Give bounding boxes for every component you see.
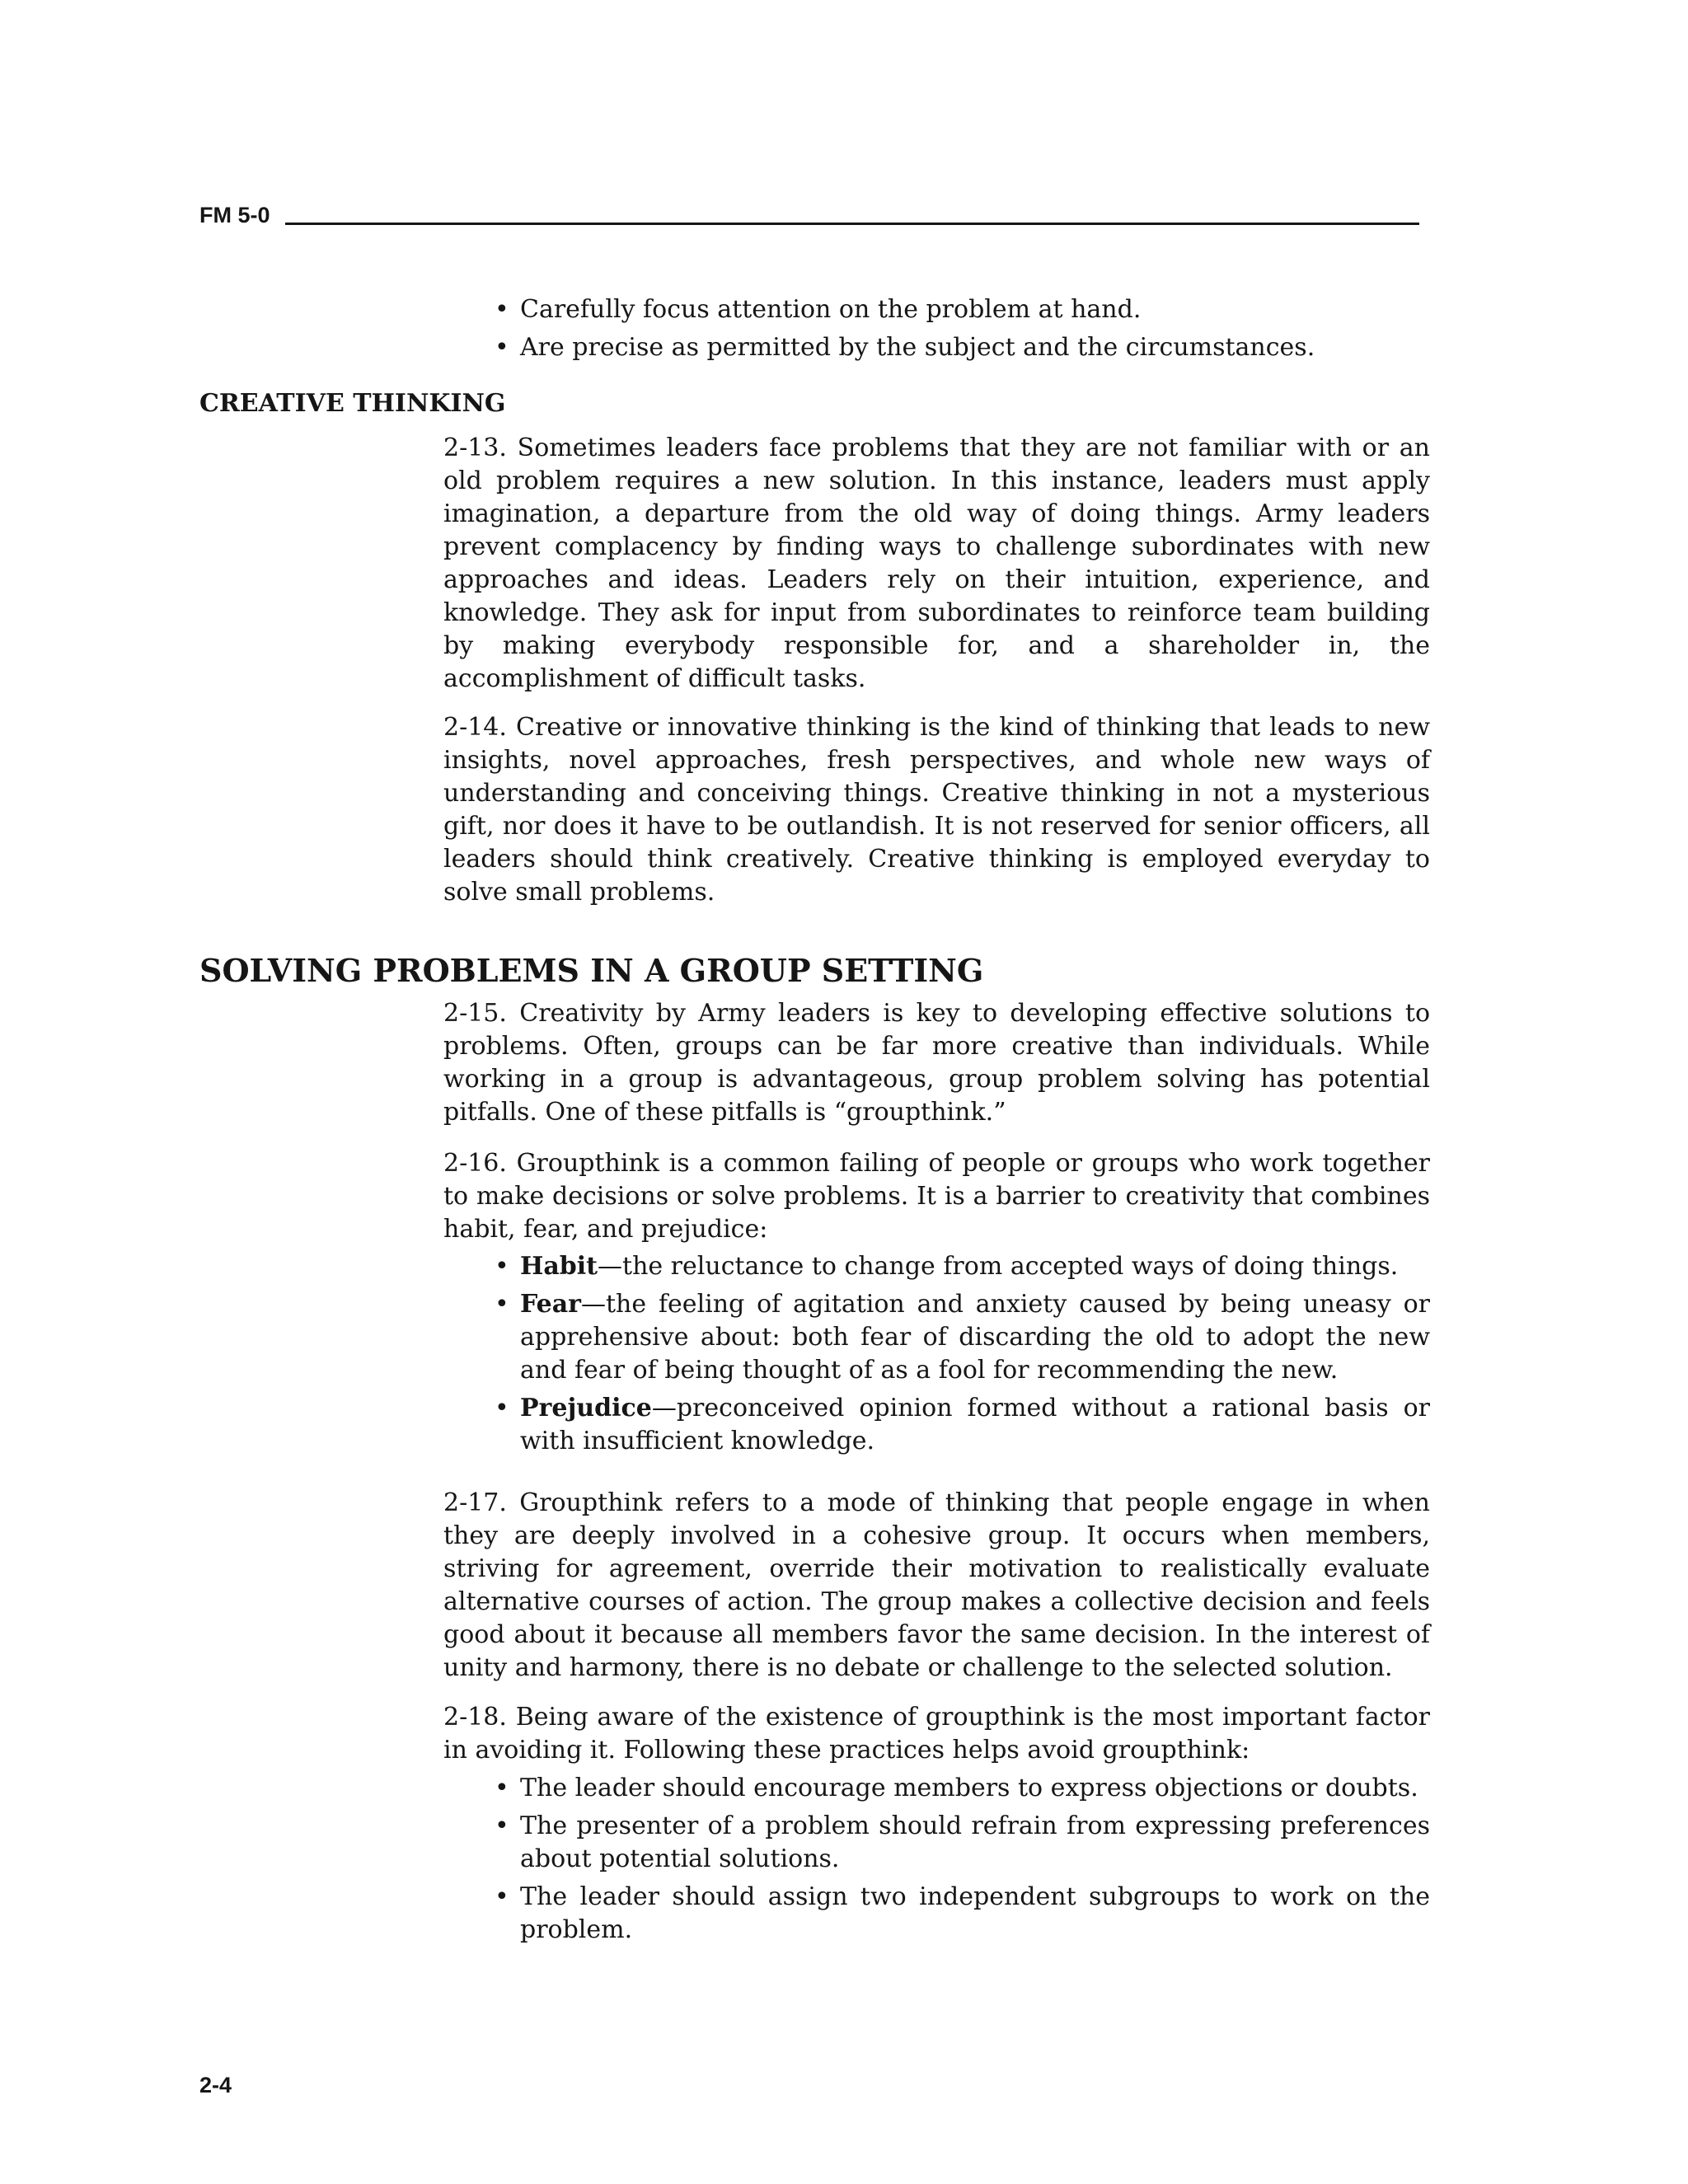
page-number: 2-4 bbox=[199, 2073, 232, 2097]
bullet-icon: • bbox=[495, 333, 509, 362]
bullet-icon: • bbox=[495, 1394, 509, 1422]
barrier-term: Prejudice bbox=[520, 1394, 652, 1422]
paragraph-2-13: 2-13. Sometimes leaders face problems that they are not familiar with or an old problem requires a new solution. In this instance, leaders must apply imagination, a departure from the old way of doing things. Army leaders prevent complacency by finding ways to challenge subordinates with new approaches and ideas. Leaders rely on their intuition, experience, and knowledge. They ask for input from subordinates to reinforce team building by making everybody responsible for, and a shareholder in, the accomplishment of difficult tasks. bbox=[443, 434, 1430, 693]
bullet-icon: • bbox=[495, 1290, 509, 1319]
list-item: • Prejudice—preconceived opinion formed without a rational basis or with insufficient knowledge. bbox=[495, 1394, 1430, 1455]
list-item: • The leader should assign two independent subgroups to work on the problem. bbox=[495, 1882, 1430, 1944]
paragraph-2-15: 2-15. Creativity by Army leaders is key to developing effective solutions to problems. Often, groups can be far more creative than individuals. While working in a group is advantageous, group problem solving has potential pitfalls. One of these pitfalls is “groupthink.” bbox=[443, 999, 1430, 1127]
bullet-icon: • bbox=[495, 1774, 509, 1802]
list-item: • The leader should encourage members to express objections or doubts. bbox=[495, 1772, 1430, 1805]
bullet-icon: • bbox=[495, 295, 509, 324]
intro-bullet-list bbox=[495, 293, 1430, 369]
group-setting-heading: SOLVING PROBLEMS IN A GROUP SETTING bbox=[199, 952, 984, 989]
list-item: • Habit—the reluctance to change from accepted ways of doing things. bbox=[495, 1250, 1430, 1283]
groupthink-practices-list bbox=[495, 1772, 1430, 1952]
list-item: • The presenter of a problem should refrain from expressing preferences about potential solutions. bbox=[495, 1811, 1430, 1873]
header-rule bbox=[285, 223, 1419, 225]
barrier-term: Fear bbox=[520, 1290, 581, 1319]
running-header bbox=[199, 200, 1419, 230]
paragraph-2-16: 2-16. Groupthink is a common failing of people or groups who work together to make decisions or solve problems. It is a barrier to creativity that combines habit, fear, and prejudice: bbox=[443, 1149, 1430, 1244]
groupthink-barrier-list bbox=[495, 1250, 1430, 1463]
list-item: • Carefully focus attention on the problem at hand. bbox=[495, 293, 1430, 326]
list-item: • Fear—the feeling of agitation and anxiety caused by being uneasy or apprehensive about: both fear of discarding the old to adopt the new and fear of being thought of as a fool for recommending the new. bbox=[495, 1290, 1430, 1385]
creative-thinking-heading: CREATIVE THINKING bbox=[199, 389, 506, 418]
bullet-icon: • bbox=[495, 1252, 509, 1281]
publication-id: FM 5-0 bbox=[199, 203, 270, 227]
list-item: • Are precise as permitted by the subject and the circumstances. bbox=[495, 331, 1430, 364]
barrier-term: Habit bbox=[520, 1252, 598, 1281]
paragraph-2-18: 2-18. Being aware of the existence of groupthink is the most important factor in avoiding it. Following these practices helps avoid groupthink: bbox=[443, 1703, 1430, 1765]
bullet-icon: • bbox=[495, 1882, 509, 1911]
paragraph-2-17: 2-17. Groupthink refers to a mode of thinking that people engage in when they are deeply involved in a cohesive group. It occurs when members, striving for agreement, override their motivation to realistically evaluate alternative courses of action. The group makes a collective decision and feels good about it because all members favor the same decision. In the interest of unity and harmony, there is no debate or challenge to the selected solution. bbox=[443, 1488, 1430, 1682]
paragraph-2-14: 2-14. Creative or innovative thinking is the kind of thinking that leads to new insights, novel approaches, fresh perspectives, and whole new ways of understanding and conceiving things. Creative thinking in not a mysterious gift, nor does it have to be outlandish. It is not reserved for senior officers, all leaders should think creatively. Creative thinking is employed everyday to solve small problems. bbox=[443, 713, 1430, 907]
bullet-icon: • bbox=[495, 1811, 509, 1840]
